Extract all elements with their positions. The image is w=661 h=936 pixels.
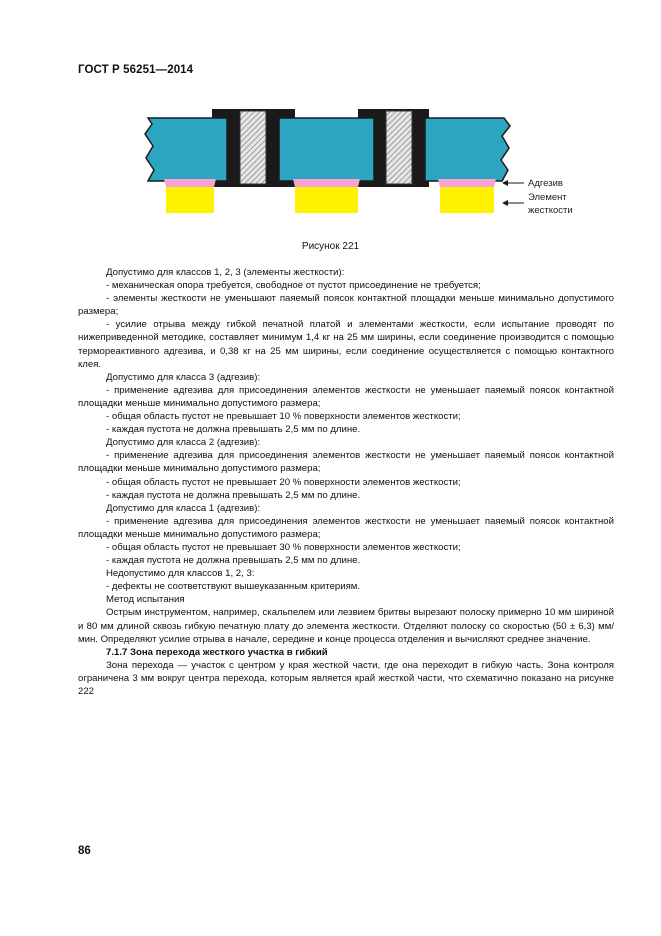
paragraph: Зона перехода — участок с центром у края жесткой части, где она переходит в гибкую часть. Зона контроля ограничена 3 мм вокруг центра перехода, которым является край жесткой части, что схематично показано на рисунке 222 bbox=[78, 659, 614, 697]
stiffener-cross-section-figure bbox=[118, 106, 598, 224]
paragraph: - применение адгезива для присоединения элементов жесткости не уменьшает паяемый поясок контактной площадки меньше минимально допустимого размера; bbox=[78, 450, 614, 475]
paragraph: Допустимо для класса 1 (адгезив): bbox=[106, 502, 261, 514]
adhesive-layer-3 bbox=[438, 179, 496, 187]
section-heading: 7.1.7 Зона перехода жесткого участка в гибкий bbox=[106, 646, 328, 658]
adhesive-layer-1 bbox=[164, 179, 216, 187]
adhesive-layer-2 bbox=[293, 179, 360, 187]
page-number: 86 bbox=[78, 845, 91, 857]
paragraph: - общая область пустот не превышает 30 % поверхности элементов жесткости; bbox=[106, 541, 461, 553]
stiffener-element-1 bbox=[166, 187, 214, 213]
stiffener-label-line2: жесткости bbox=[528, 205, 573, 216]
paragraph: - усилие отрыва между гибкой печатной платой и элементами жесткости, если испытание проводят по нижеприведенной методике, составляет минимум 1,4 кг на 25 мм ширины, если соединение производится с помощью термореактивного адгезива, и 0,38 кг на 25 мм ширины, если соединение осуществляется с помощью контактного клея. bbox=[78, 319, 614, 370]
flex-board-segment-2 bbox=[279, 118, 374, 181]
plated-hole-left bbox=[240, 111, 266, 184]
stiffener-label-line1: Элемент bbox=[528, 192, 567, 203]
paragraph: Допустимо для класса 2 (адгезив): bbox=[106, 437, 261, 449]
flex-board-segment-1 bbox=[145, 118, 227, 181]
plated-hole-right bbox=[386, 111, 412, 184]
stiffener-element-3 bbox=[440, 187, 494, 213]
paragraph: - общая область пустот не превышает 20 % поверхности элементов жесткости; bbox=[106, 476, 461, 488]
paragraph: - элементы жесткости не уменьшают паяемый поясок контактной площадки меньше минимально допустимого размера; bbox=[78, 293, 614, 318]
paragraph: - применение адгезива для присоединения элементов жесткости не уменьшает паяемый поясок контактной площадки меньше минимально допустимого размера; bbox=[78, 515, 614, 540]
paragraph: Недопустимо для классов 1, 2, 3: bbox=[106, 568, 255, 580]
adhesive-label: Адгезив bbox=[528, 178, 563, 189]
body-text bbox=[78, 266, 614, 698]
stiffener-diagram bbox=[118, 106, 598, 224]
paragraph: Допустимо для классов 1, 2, 3 (элементы жесткости): bbox=[106, 267, 345, 278]
paragraph: Острым инструментом, например, скальпелем или лезвием бритвы вырезают полоску примерно 10 мм шириной и 80 мм длиной сквозь гибкую печатную плату до элемента жесткости. Отделяют полоску со скоростью (50 ± 6,3) мм/мин. Определяют усилие отрыва в начале, середине и конце процесса отделения и вычисляют среднее значение. bbox=[78, 607, 614, 645]
flex-board-segment-3 bbox=[425, 118, 510, 181]
document-header: ГОСТ Р 56251—2014 bbox=[78, 64, 194, 76]
paragraph: - каждая пустота не должна превышать 2,5 мм по длине. bbox=[106, 555, 361, 567]
paragraph: - каждая пустота не должна превышать 2,5 мм по длине. bbox=[106, 424, 361, 436]
paragraph: - общая область пустот не превышает 10 % поверхности элементов жесткости; bbox=[106, 411, 461, 423]
paragraph: - дефекты не соответствуют вышеуказанным критериям. bbox=[106, 581, 361, 593]
paragraph: Допустимо для класса 3 (адгезив): bbox=[106, 371, 261, 383]
paragraph: - механическая опора требуется, свободное от пустот присоединение не требуется; bbox=[106, 280, 481, 292]
stiffener-element-2 bbox=[295, 187, 358, 213]
paragraph: Метод испытания bbox=[106, 594, 185, 606]
paragraph: - каждая пустота не должна превышать 2,5 мм по длине. bbox=[106, 489, 361, 501]
figure-caption: Рисунок 221 bbox=[301, 241, 360, 252]
stiffener-callout-arrow bbox=[502, 200, 508, 206]
paragraph: - применение адгезива для присоединения элементов жесткости не уменьшает паяемый поясок контактной площадки меньше минимально допустимого размера; bbox=[78, 384, 614, 409]
